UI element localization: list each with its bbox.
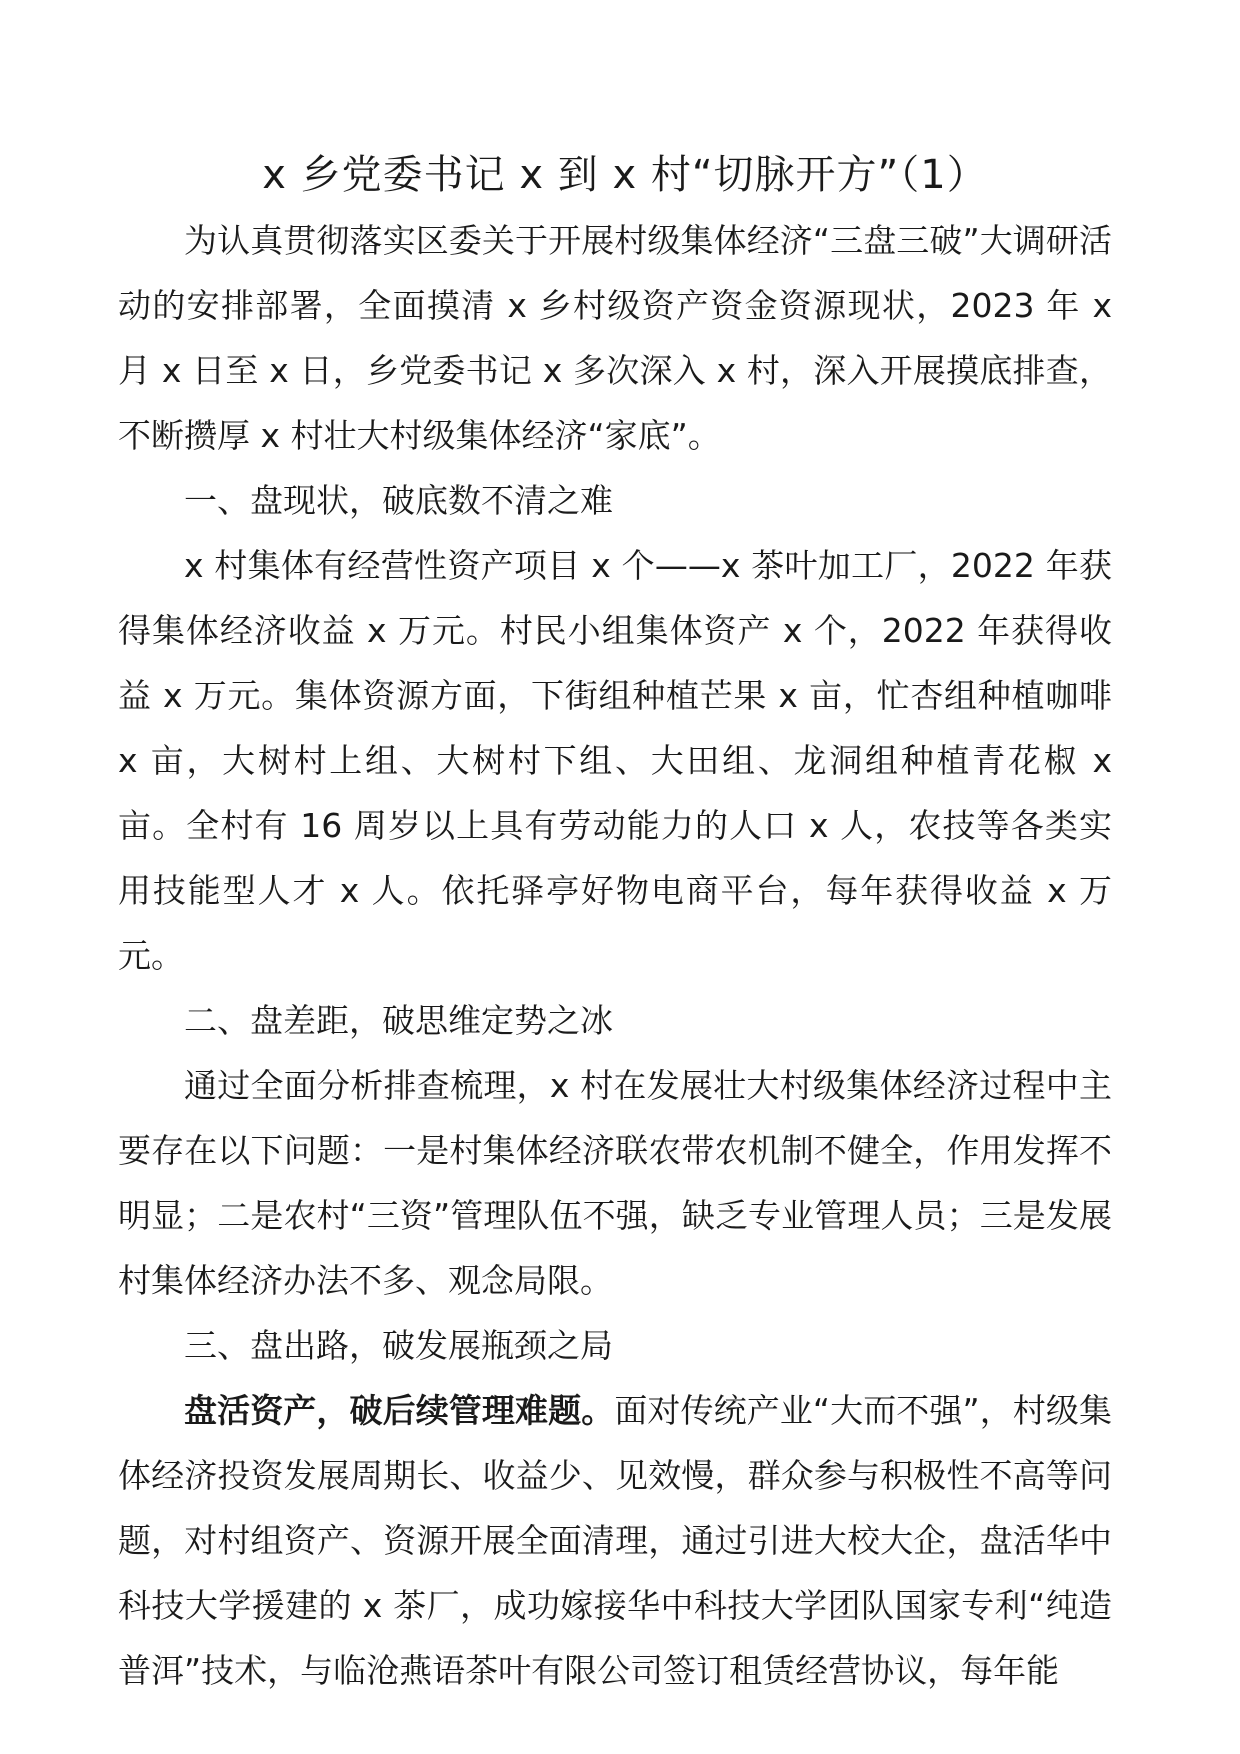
bold-lead-text: 盘活资产，破后续管理难题。 [184,1391,615,1430]
section-body-2: 通过全面分析排查梳理，x 村在发展壮大村级集体经济过程中主要存在以下问题：一是村集体经济联农带农机制不健全，作用发挥不明显；二是农村“三资”管理队伍不强，缺乏专业管理人员；三是发展村集体经济办法不多、观念局限。 [118,1066,1112,1300]
section-heading-2: 二、盘差距，破思维定势之冰 [184,1001,613,1040]
section-body-1: x 村集体有经营性资产项目 x 个——x 茶叶加工厂，2022 年获得集体经济收益 x 万元。村民小组集体资产 x 个，2022 年获得收益 x 万元。集体资源方面，下街组种植芒果 x 亩，忙杏组种植咖啡 x 亩，大树村上组、大树村下组、大田组、龙洞组种植青花椒 x 亩。全村有 16 周岁以上具有劳动能力的人口 x 人，农技等各类实用技能型人才 x 人。依托驿亭好物电商平台，每年获得收益 x 万元。 [118,546,1112,975]
section-heading-3: 三、盘出路，破发展瓶颈之局 [184,1326,613,1365]
intro-paragraph: 为认真贯彻落实区委关于开展村级集体经济“三盘三破”大调研活动的安排部署，全面摸清 x 乡村级资产资金资源现状，2023 年 x 月 x 日至 x 日，乡党委书记 x 多次深入 x 村，深入开展摸底排查，不断攒厚 x 村壮大村级集体经济“家底”。 [118,221,1112,455]
section-heading-1: 一、盘现状，破底数不清之难 [184,481,613,520]
document-title: x 乡党委书记 x 到 x 村“切脉开方”（1） [262,152,988,198]
section-body-3-text: 面对传统产业“大而不强”，村级集体经济投资发展周期长、收益少、见效慢，群众参与积极性不高等问题，对村组资产、资源开展全面清理，通过引进大校大企，盘活华中科技大学援建的 x 茶厂，成功嫁接华中科技大学团队国家专利“纯造普洱”技术，与临沧燕语茶叶有限公司签订租赁经营协议，每年能 [118,1391,1113,1690]
section-body-3 [118,1378,1112,1703]
